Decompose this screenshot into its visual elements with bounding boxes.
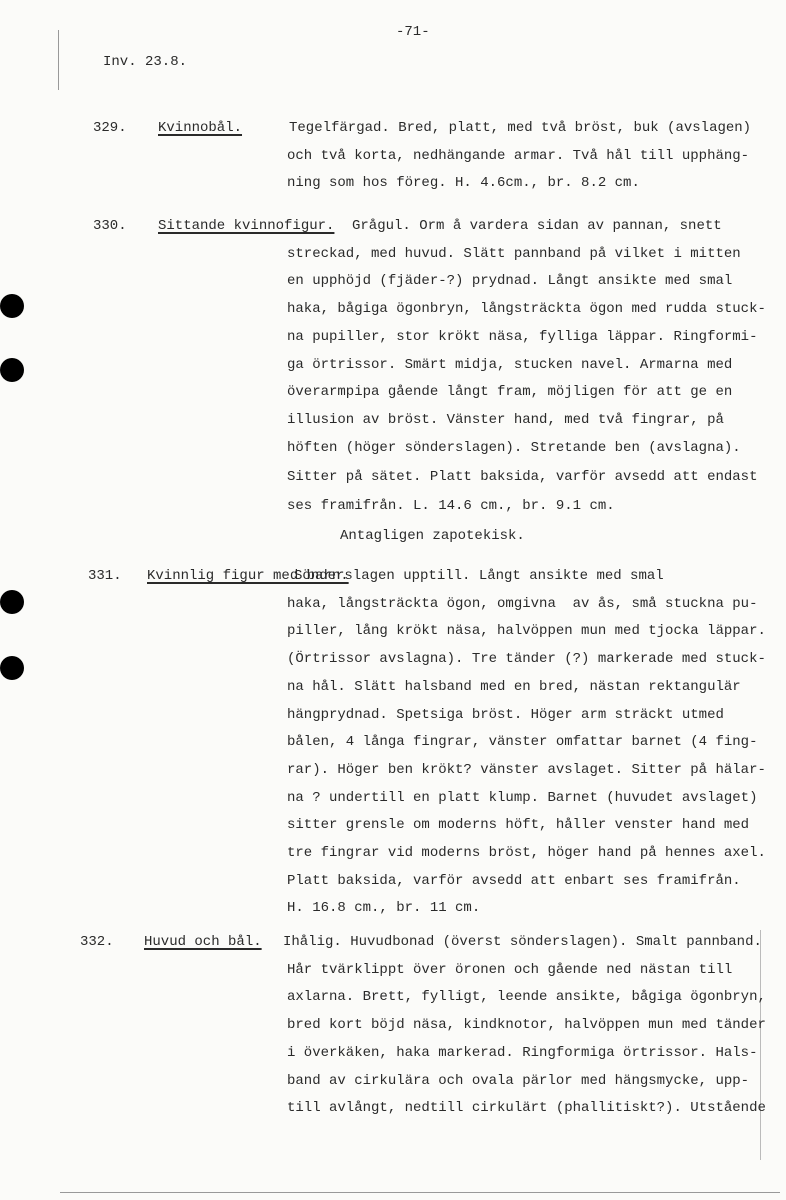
entry-text-line: na pupiller, stor krökt näsa, fylliga läppar. Ringformi- bbox=[287, 328, 758, 345]
inventory-number: Inv. 23.8. bbox=[103, 54, 188, 70]
entry-text-line: ses framifrån. L. 14.6 cm., br. 9.1 cm. bbox=[287, 498, 615, 514]
entry-text-line: ning som hos föreg. H. 4.6cm., br. 8.2 cm. bbox=[287, 175, 640, 192]
entry-text-line: ga örtrissor. Smärt midja, stucken navel. Armarna med bbox=[287, 356, 733, 373]
punch-hole bbox=[0, 358, 24, 382]
entry-text-line: i överkäken, haka markerad. Ringformiga örtrissor. Hals- bbox=[287, 1044, 758, 1061]
entry-text-line: hängprydnad. Spetsiga bröst. Höger arm sträckt utmed bbox=[287, 706, 724, 723]
entry-text-line: överarmpipa gående långt fram, möjligen för att ge en bbox=[287, 384, 733, 401]
entry-text-line: Ihålig. Huvudbonad (överst sönderslagen). Smalt pannband. bbox=[283, 934, 762, 950]
entry-text-line: na ? undertill en platt klump. Barnet (huvudet avslaget) bbox=[287, 789, 758, 806]
entry-text-line: sitter grenslе om moderns höft, håller venster hand med bbox=[287, 817, 750, 834]
entry-text-line: Hår tvärklippt över öronen och gående ned nästan till bbox=[287, 961, 733, 978]
entry-title: Kvinnobål. bbox=[158, 120, 243, 136]
entry-number: 330. bbox=[93, 218, 127, 234]
entry-text-line: na hål. Slätt halsband med en bred, nästan rektangulär bbox=[287, 678, 741, 695]
entry-text-line: (Örtrissor avslagna). Tre tänder (?) markerade med stuck- bbox=[287, 651, 766, 668]
page-number: -71- bbox=[396, 24, 430, 40]
entry-text-line: Platt baksida, varför avsedd att enbart ses framifrån. bbox=[287, 872, 741, 889]
entry-text-line: Grågul. Orm å vardera sidan av pannan, snett bbox=[352, 218, 722, 234]
entry-text-line: haka, långsträckta ögon, omgivna av ås, små stuckna pu- bbox=[287, 595, 758, 612]
punch-hole bbox=[0, 590, 24, 614]
entry-text-line: piller, lång krökt näsa, halvöppen mun med tjocka läppar. bbox=[287, 623, 766, 640]
entry-text-line: tre fingrar vid moderns bröst, höger hand på hennes axel. bbox=[287, 845, 766, 861]
entry-note: Antagligen zapotekisk. bbox=[340, 527, 525, 544]
entry-text-line: Sönderslagen upptill. Långt ansikte med smal bbox=[294, 568, 664, 584]
entry-text-line: höften (höger sönderslagen). Stretande ben (avslagna). bbox=[287, 439, 741, 456]
paper-edge-line bbox=[58, 30, 59, 90]
paper-edge-line bbox=[60, 1192, 780, 1193]
entry-number: 329. bbox=[93, 120, 127, 136]
entry-number: 331. bbox=[88, 568, 122, 584]
entry-number: 332. bbox=[80, 934, 114, 950]
entry-title: Sittande kvinnofigur. bbox=[158, 218, 335, 234]
entry-text-line: Sitter på sätet. Platt baksida, varför avsedd att endast bbox=[287, 468, 758, 485]
entry-text-line: haka, bågiga ögonbryn, långsträckta ögon med rudda stuck- bbox=[287, 301, 766, 318]
entry-text-line: band av cirkulära och ovala pärlor med hängsmycke, upp- bbox=[287, 1072, 750, 1089]
entry-text-line: rar). Höger ben krökt? vänster avslaget. Sitter på hälar- bbox=[287, 761, 766, 778]
entry-text-line: streckad, med huvud. Slätt pannband på vilket i mitten bbox=[287, 245, 741, 262]
entry-text-line: illusion av bröst. Vänster hand, med två fingrar, på bbox=[287, 411, 724, 428]
entry-text-line: bålen, 4 långa fingrar, vänster omfattar barnet (4 fing- bbox=[287, 734, 758, 751]
punch-hole bbox=[0, 656, 24, 680]
paper-edge-line bbox=[760, 930, 761, 1160]
entry-text-line: bred kort böjd näsa, kindknotor, halvöppen mun med tänder bbox=[287, 1017, 766, 1034]
punch-hole bbox=[0, 294, 24, 318]
entry-text-line: till avlångt, nedtill cirkulärt (phallitiskt?). Utstående bbox=[287, 1100, 766, 1117]
entry-text-line: en upphöjd (fjäder-?) prydnad. Långt ansikte med smal bbox=[287, 273, 733, 290]
entry-text-line: Tegelfärgad. Bred, platt, med två bröst, buk (avslagen) bbox=[289, 120, 752, 136]
entry-text-line: axlarna. Brett, fylligt, leende ansikte, bågiga ögonbryn, bbox=[287, 989, 766, 1006]
entry-title: Huvud och bål. bbox=[144, 934, 262, 950]
entry-title: Kvinnlig figur med barn. bbox=[147, 568, 349, 584]
entry-text-line: H. 16.8 cm., br. 11 cm. bbox=[287, 900, 481, 917]
entry-text-line: och två korta, nedhängande armar. Två hål till upphäng- bbox=[287, 147, 750, 164]
